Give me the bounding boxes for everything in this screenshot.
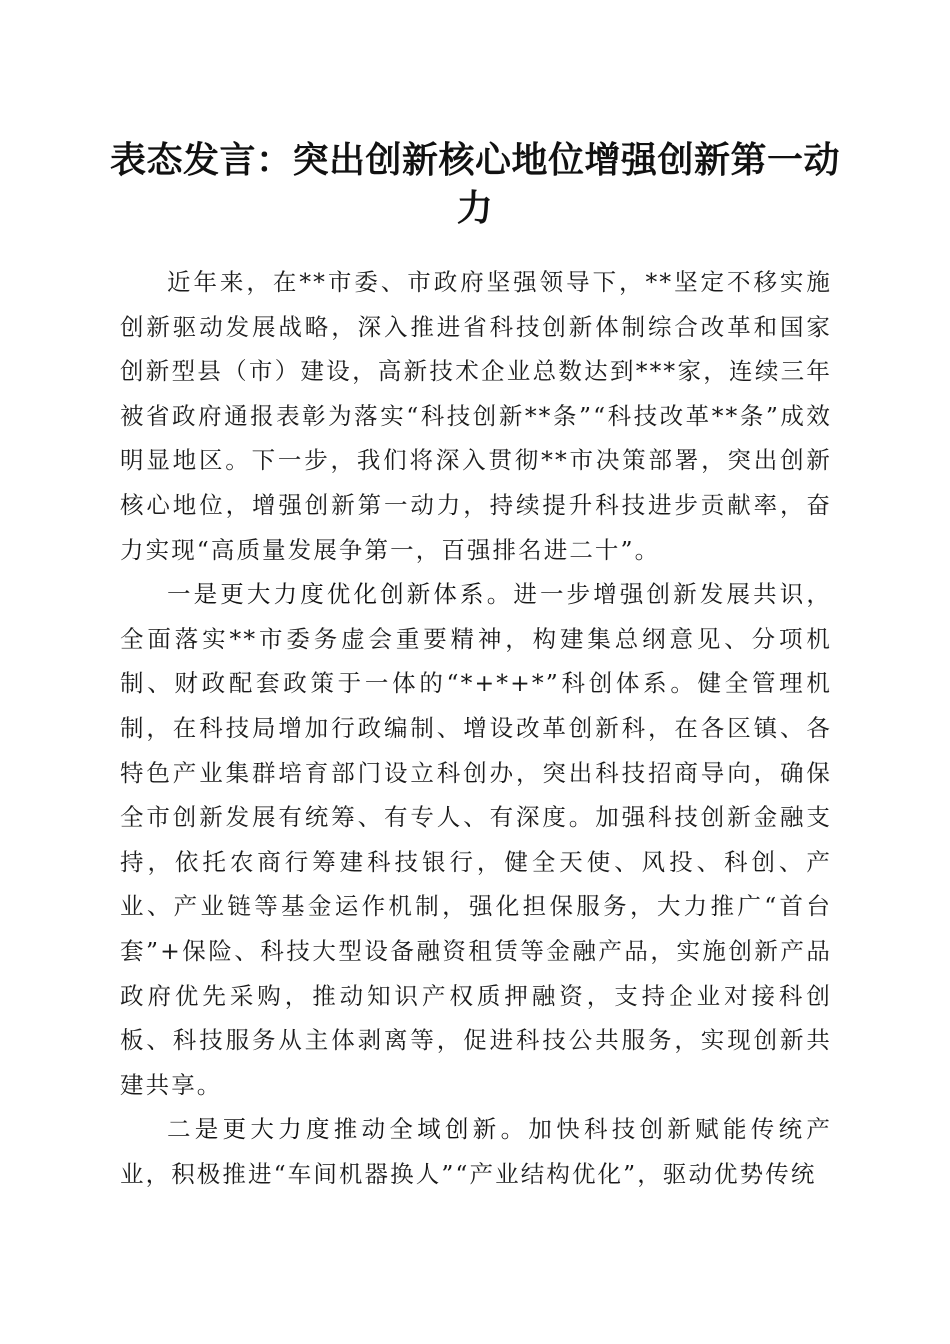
document-body [120,260,832,1196]
paragraph-one [120,572,832,1107]
paragraph-intro-text: 近年来，在**市委、市政府坚强领导下，**坚定不移实施创新驱动发展战略，深入推进省科技创新体制综合改革和国家创新型县（市）建设，高新技术企业总数达到***家，连续三年被省政府通报表彰为落实“科技创新**条”“科技改革**条”成效明显地区。下一步，我们将深入贯彻**市决策部署，突出创新核心地位，增强创新第一动力，持续提升科技进步贡献率，奋力实现“高质量发展争第一，百强排名进二十”。 [120,268,832,564]
paragraph-one-lead: 一是更大力度优化创新体系。 [167,580,514,609]
paragraph-two [120,1107,832,1196]
paragraph-intro [120,260,832,572]
paragraph-two-text: 加快科技创新赋能传统产业，积极推进“车间机器换人”“产业结构优化”，驱动优势传统 [120,1115,832,1188]
paragraph-two-lead: 二是更大力度推动全域创新。 [167,1115,529,1144]
document-title: 表态发言：突出创新核心地位增强创新第一动力 [110,139,841,229]
paragraph-one-text: 进一步增强创新发展共识，全面落实**市委务虚会重要精神，构建集总纲意见、分项机制、财政配套政策于一体的“*+*+*”科创体系。健全管理机制，在科技局增加行政编制、增设改革创新科，在各区镇、各特色产业集群培育部门设立科创办，突出科技招商导向，确保全市创新发展有统筹、有专人、有深度。加强科技创新金融支持，依托农商行筹建科技银行，健全天使、风投、科创、产业、产业链等基金运作机制，强化担保服务，大力推广“首台套”+保险、科技大型设备融资租赁等金融产品，实施创新产品政府优先采购，推动知识产权质押融资，支持企业对接科创板、科技服务从主体剥离等，促进科技公共服务，实现创新共建共享。 [120,580,832,1099]
